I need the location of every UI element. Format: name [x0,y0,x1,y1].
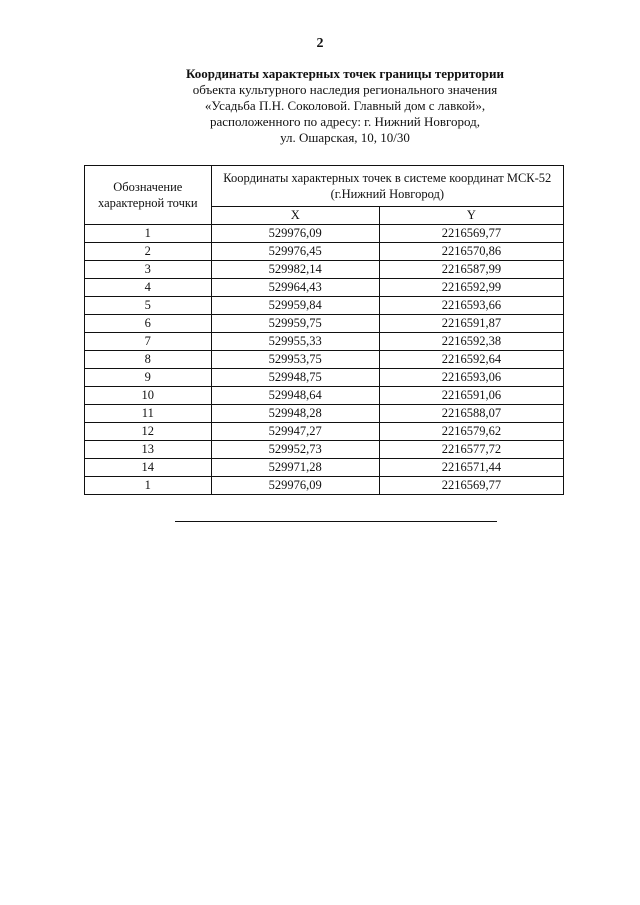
x-coordinate-cell: 529948,64 [211,387,379,405]
x-coordinate-cell: 529964,43 [211,279,379,297]
y-coordinate-cell: 2216577,72 [379,441,563,459]
x-coordinate-cell: 529952,73 [211,441,379,459]
point-cell: 10 [85,387,212,405]
point-cell: 3 [85,261,212,279]
point-cell: 1 [85,477,212,495]
heading-line-2: объекта культурного наследия регионального значения [192,82,498,97]
y-coordinate-cell: 2216579,62 [379,423,563,441]
closing-rule [175,521,497,522]
point-cell: 1 [85,225,212,243]
coordinates-table [84,165,564,495]
y-coordinate-cell: 2216592,38 [379,333,563,351]
y-coordinate-cell: 2216591,87 [379,315,563,333]
table-row [85,369,564,387]
x-coordinate-cell: 529959,84 [211,297,379,315]
table-row [85,459,564,477]
point-cell: 6 [85,315,212,333]
point-cell: 5 [85,297,212,315]
y-coordinate-cell: 2216587,99 [379,261,563,279]
table-row [85,351,564,369]
x-coordinate-cell: 529959,75 [211,315,379,333]
table-row [85,423,564,441]
y-column-header: Y [379,207,563,225]
page-number: 2 [316,36,324,51]
x-column-header: X [211,207,379,225]
y-coordinate-cell: 2216593,06 [379,369,563,387]
y-coordinate-cell: 2216569,77 [379,477,563,495]
point-cell: 4 [85,279,212,297]
table-row [85,387,564,405]
x-coordinate-cell: 529976,45 [211,243,379,261]
x-coordinate-cell: 529948,28 [211,405,379,423]
x-coordinate-cell: 529982,14 [211,261,379,279]
heading-line-5: ул. Ошарская, 10, 10/30 [280,130,410,145]
y-coordinate-cell: 2216571,44 [379,459,563,477]
table-row [85,261,564,279]
point-cell: 9 [85,369,212,387]
point-designation-header: Обозначение характерной точки [85,166,212,225]
table-row [85,315,564,333]
heading-line-3: «Усадьба П.Н. Соколовой. Главный дом с лавкой», [204,98,486,113]
y-coordinate-cell: 2216593,66 [379,297,563,315]
table-row [85,225,564,243]
y-coordinate-cell: 2216592,64 [379,351,563,369]
point-cell: 7 [85,333,212,351]
document-title: Координаты характерных точек границы территории [186,66,504,81]
table-row [85,441,564,459]
point-cell: 12 [85,423,212,441]
x-coordinate-cell: 529947,27 [211,423,379,441]
coordinates-header: Координаты характерных точек в системе координат МСК-52 (г.Нижний Новгород) [211,166,563,207]
x-coordinate-cell: 529971,28 [211,459,379,477]
table-row [85,279,564,297]
y-coordinate-cell: 2216570,86 [379,243,563,261]
x-coordinate-cell: 529953,75 [211,351,379,369]
x-coordinate-cell: 529976,09 [211,477,379,495]
document-heading [0,66,640,146]
x-coordinate-cell: 529955,33 [211,333,379,351]
point-cell: 2 [85,243,212,261]
point-cell: 13 [85,441,212,459]
y-coordinate-cell: 2216591,06 [379,387,563,405]
coordinates-table-body [85,225,564,495]
table-row [85,297,564,315]
y-coordinate-cell: 2216588,07 [379,405,563,423]
point-cell: 11 [85,405,212,423]
point-cell: 8 [85,351,212,369]
point-cell: 14 [85,459,212,477]
table-row [85,243,564,261]
heading-line-4: расположенного по адресу: г. Нижний Новгород, [209,114,481,129]
table-row [85,333,564,351]
table-row [85,405,564,423]
x-coordinate-cell: 529948,75 [211,369,379,387]
table-row [85,477,564,495]
y-coordinate-cell: 2216592,99 [379,279,563,297]
y-coordinate-cell: 2216569,77 [379,225,563,243]
x-coordinate-cell: 529976,09 [211,225,379,243]
